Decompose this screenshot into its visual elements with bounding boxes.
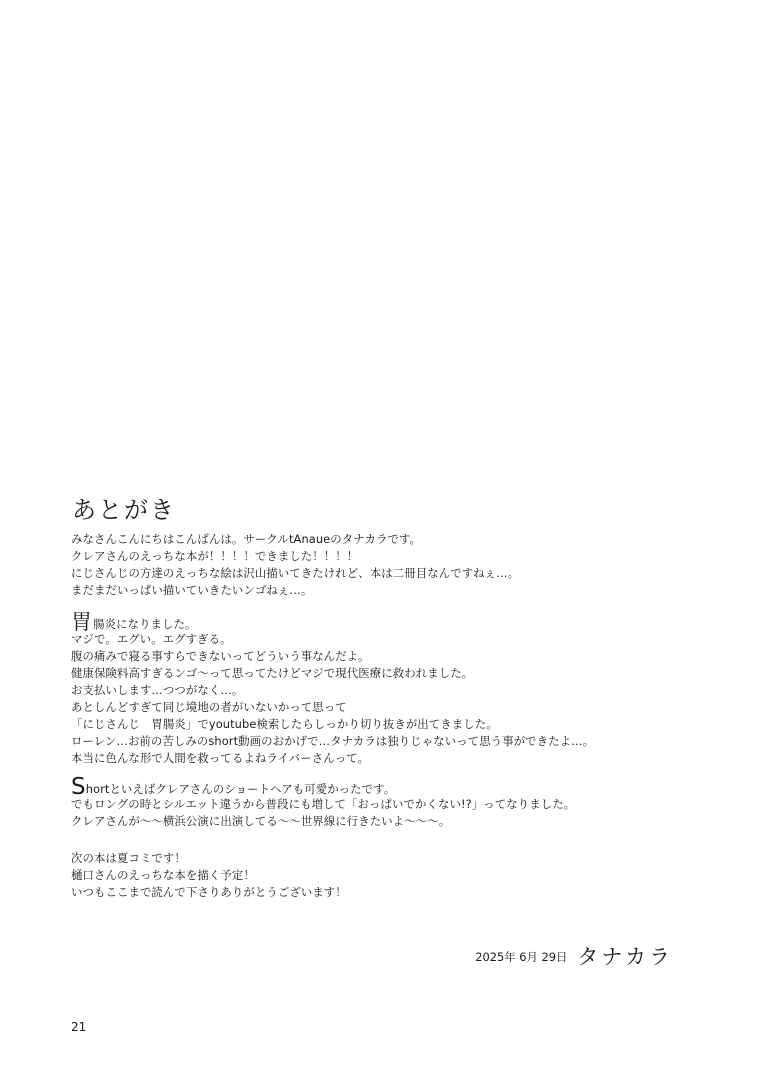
text-line: 「にじさんじ 胃腸炎」でyoutube検索したらしっかり切り抜きが出てきました。 (71, 717, 498, 731)
paragraph-greeting (71, 531, 519, 599)
text-line: 腹の痛みで寝る事すらできないってどういう事なんだよ。 (71, 649, 370, 663)
text-line: にじさんじの方達のえっちな絵は沢山描いてきたけれど、本は二冊目なんですねぇ…。 (71, 566, 520, 580)
afterword-title: あとがき (72, 496, 176, 524)
text-line: クレアさんのえっちな本が！！！！できました！！！！ (71, 549, 359, 563)
text-line-rest: 腸炎になりました。 (93, 617, 197, 631)
text-line: みなさんこんにちはこんばんは。サークルtAnaueのタナカラです。 (71, 532, 422, 546)
text-line: マジで。エグい。エグすぎる。 (71, 632, 232, 646)
text-line: いつもここまで読んで下さりありがとうございます！ (71, 885, 347, 899)
text-line: クレアさんが〜〜横浜公演に出演してる〜〜世界線に行きたいよ〜〜〜。 (71, 814, 451, 828)
text-line: 健康保険料高すぎるンゴ〜って思ってたけどマジで現代医療に救われました。 (71, 666, 474, 680)
text-line: 本当に色んな形で人間を救ってるよねライバーさんって。 (71, 751, 369, 765)
page-number: 21 (71, 1020, 87, 1034)
text-line: ローレン…お前の苦しみのshort動画のおかげで…タナカラは独りじゃないって思う事ができたよ…。 (71, 734, 595, 748)
text-line: 樋口さんのえっちな本を描く予定！ (71, 868, 255, 882)
drop-cap: S (71, 774, 86, 800)
text-line-rest: hortといえばクレアさんのショートヘアも可愛かったです。 (85, 782, 396, 796)
text-line (71, 610, 594, 634)
text-line: でもロングの時とシルエット違うから普段にも増して「おっぱいでかくない!?」ってなりました。 (71, 797, 576, 811)
text-line: 次の本は夏コミです！ (71, 851, 186, 865)
author-name: タナカラ (577, 945, 673, 969)
date: 2025年 6月 29日 (475, 950, 568, 964)
signature (475, 941, 673, 971)
drop-cap: 胃 (71, 610, 93, 634)
text-line: まだまだいっぱい描いていきたいンゴねぇ…。 (71, 583, 313, 597)
text-line: あとしんどすぎて同じ境地の者がいないかって思って (71, 700, 347, 714)
paragraph-short (71, 774, 576, 830)
text-line (71, 774, 575, 800)
paragraph-illness (71, 610, 595, 767)
text-line: お支払いします…つつがなく…。 (71, 683, 244, 697)
paragraph-next (71, 850, 347, 901)
